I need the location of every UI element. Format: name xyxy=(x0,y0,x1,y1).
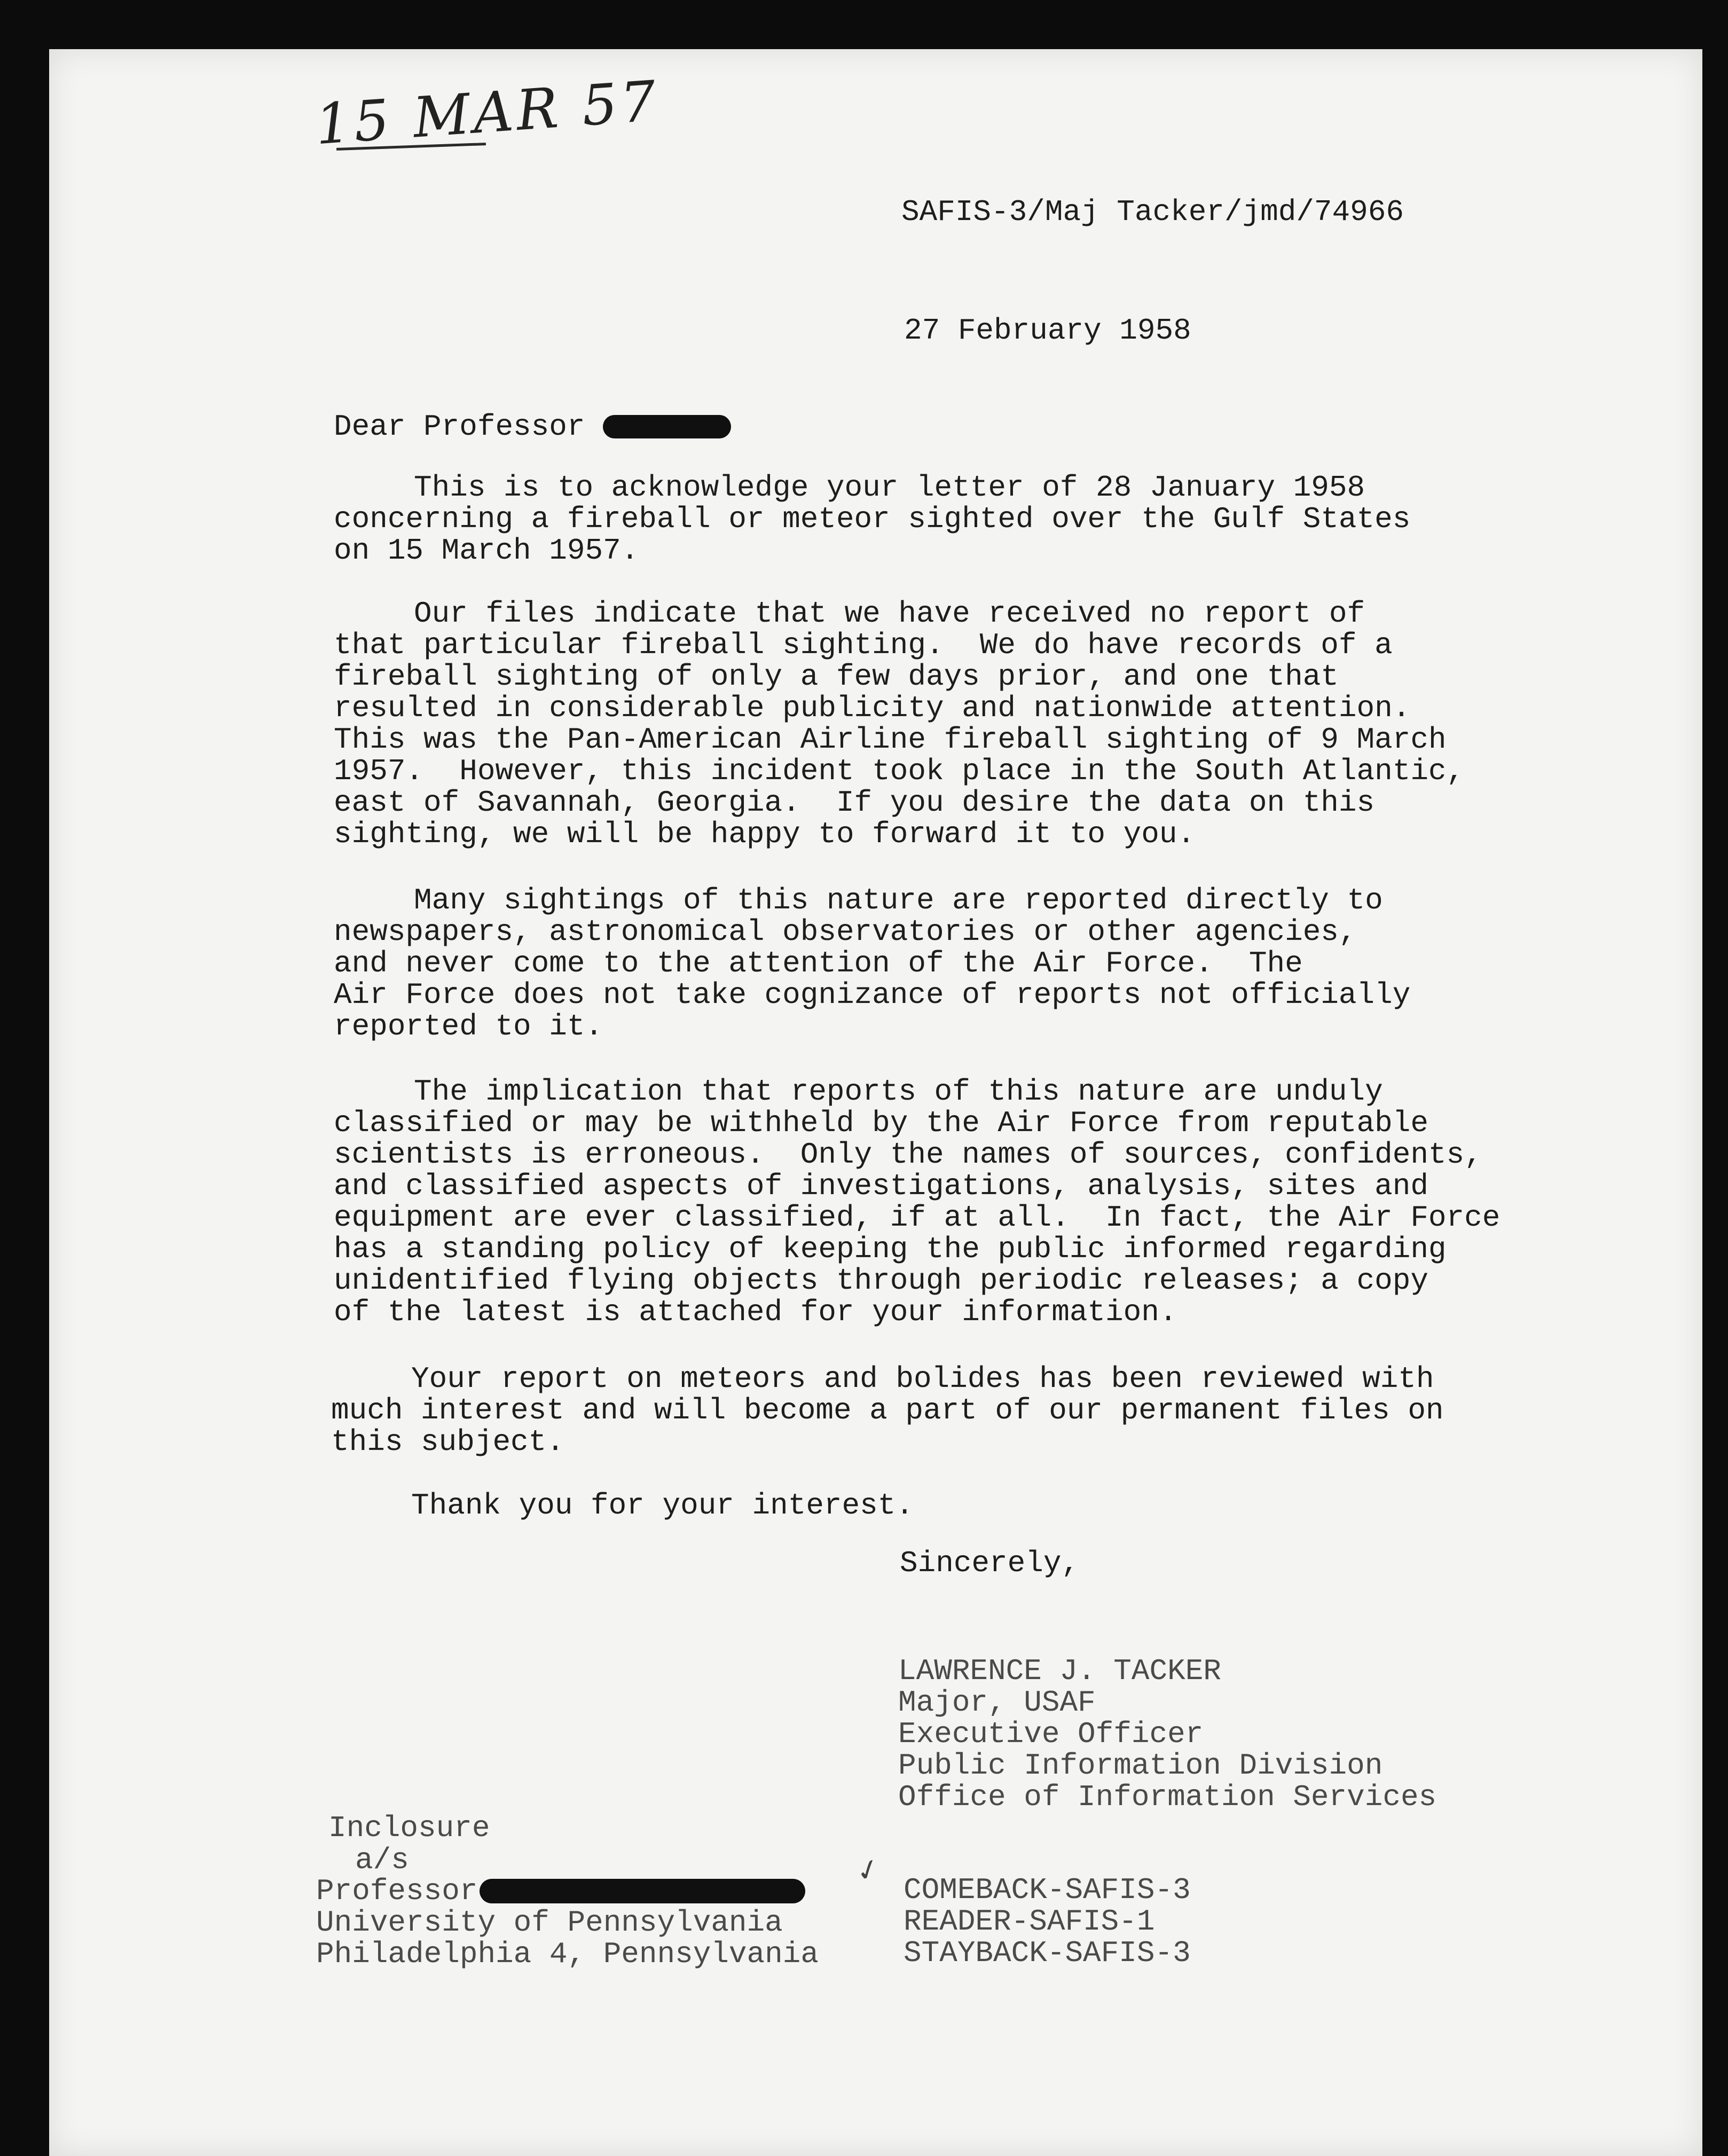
paragraph-line: concerning a fireball or meteor sighted over the Gulf States xyxy=(334,502,1411,536)
paragraph-line: and classified aspects of investigations, analysis, sites and xyxy=(334,1169,1428,1203)
paragraph-line: reported to it. xyxy=(334,1009,603,1044)
paragraph-line: classified or may be withheld by the Air Force from reputable xyxy=(334,1106,1428,1140)
paragraph-line: Your report on meteors and bolides has been reviewed with xyxy=(411,1362,1434,1396)
reference-code: SAFIS-3/Maj Tacker/jmd/74966 xyxy=(901,195,1404,229)
paragraph-line: Many sightings of this nature are reported directly to xyxy=(414,883,1383,918)
signature-block xyxy=(898,1656,1436,1813)
distribution-item: COMEBACK-SAFIS-3 xyxy=(904,1873,1191,1907)
handwritten-date-note: 15 MAR 57 xyxy=(313,68,662,158)
address-prefix: Professor xyxy=(316,1874,478,1908)
paragraph-line: much interest and will become a part of our permanent files on xyxy=(331,1393,1444,1428)
address-professor-line xyxy=(316,1876,819,1907)
paragraph-line: that particular fireball sighting. We do have records of a xyxy=(334,628,1393,662)
paragraph-line: fireball sighting of only a few days prior, and one that xyxy=(334,660,1339,694)
address-line-2: Philadelphia 4, Pennsylvania xyxy=(316,1937,819,1971)
paragraph-6 xyxy=(331,1490,914,1522)
redaction-mark xyxy=(603,415,731,438)
paragraph-line: east of Savannah, Georgia. If you desire the data on this xyxy=(334,786,1375,820)
paragraph-line: of the latest is attached for your information. xyxy=(334,1295,1177,1329)
paragraph-1 xyxy=(334,472,1410,567)
paragraph-line: newspapers, astronomical observatories or other agencies, xyxy=(334,915,1357,949)
paragraph-4 xyxy=(334,1076,1500,1328)
paragraph-line: on 15 March 1957. xyxy=(334,534,639,568)
paragraph-line: scientists is erroneous. Only the names of sources, confidents, xyxy=(334,1138,1482,1172)
paragraph-line: This is to acknowledge your letter of 28 January 1958 xyxy=(414,471,1365,505)
paragraph-line: This was the Pan-American Airline fireball sighting of 9 March xyxy=(334,723,1447,757)
signature-division: Public Information Division xyxy=(898,1749,1383,1783)
salutation xyxy=(334,411,731,443)
paragraph-line: and never come to the attention of the Air Force. The xyxy=(334,946,1303,981)
closing: Sincerely, xyxy=(900,1546,1080,1580)
check-mark-icon: ✓ xyxy=(851,1850,885,1890)
signature-name: LAWRENCE J. TACKER xyxy=(898,1654,1221,1688)
signature-title: Executive Officer xyxy=(898,1717,1204,1751)
letter-date: 27 February 1958 xyxy=(904,313,1191,348)
paragraph-line: this subject. xyxy=(331,1425,564,1459)
enclosure-label: Inclosure xyxy=(328,1811,490,1845)
distribution-item: READER-SAFIS-1 xyxy=(904,1904,1155,1939)
paragraph-line: has a standing policy of keeping the public informed regarding xyxy=(334,1232,1447,1266)
paragraph-line: Our files indicate that we have received no report of xyxy=(414,597,1365,631)
paragraph-line: unidentified flying objects through periodic releases; a copy xyxy=(334,1264,1428,1298)
salutation-text: Dear Professor xyxy=(334,410,585,444)
paragraph-line: Thank you for your interest. xyxy=(411,1488,914,1523)
paragraph-line: Air Force does not take cognizance of reports not officially xyxy=(334,978,1411,1012)
paragraph-2 xyxy=(334,598,1464,850)
signature-office: Office of Information Services xyxy=(898,1780,1437,1814)
paragraph-3 xyxy=(334,885,1410,1042)
paragraph-line: The implication that reports of this nature are unduly xyxy=(414,1075,1383,1109)
recipient-address xyxy=(316,1876,819,1970)
paragraph-line: equipment are ever classified, if at all. In fact, the Air Force xyxy=(334,1201,1501,1235)
address-line-1: University of Pennsylvania xyxy=(316,1906,783,1940)
paragraph-line: resulted in considerable publicity and nationwide attention. xyxy=(334,691,1411,725)
paragraph-5 xyxy=(331,1363,1444,1458)
signature-rank: Major, USAF xyxy=(898,1685,1096,1720)
distribution-list xyxy=(904,1875,1191,1969)
paragraph-line: 1957. However, this incident took place in the South Atlantic, xyxy=(334,754,1465,788)
paragraph-line: sighting, we will be happy to forward it to you. xyxy=(334,817,1196,851)
enclosure-note: a/s xyxy=(355,1843,409,1877)
distribution-item: STAYBACK-SAFIS-3 xyxy=(904,1936,1191,1970)
redaction-mark xyxy=(480,1879,805,1903)
